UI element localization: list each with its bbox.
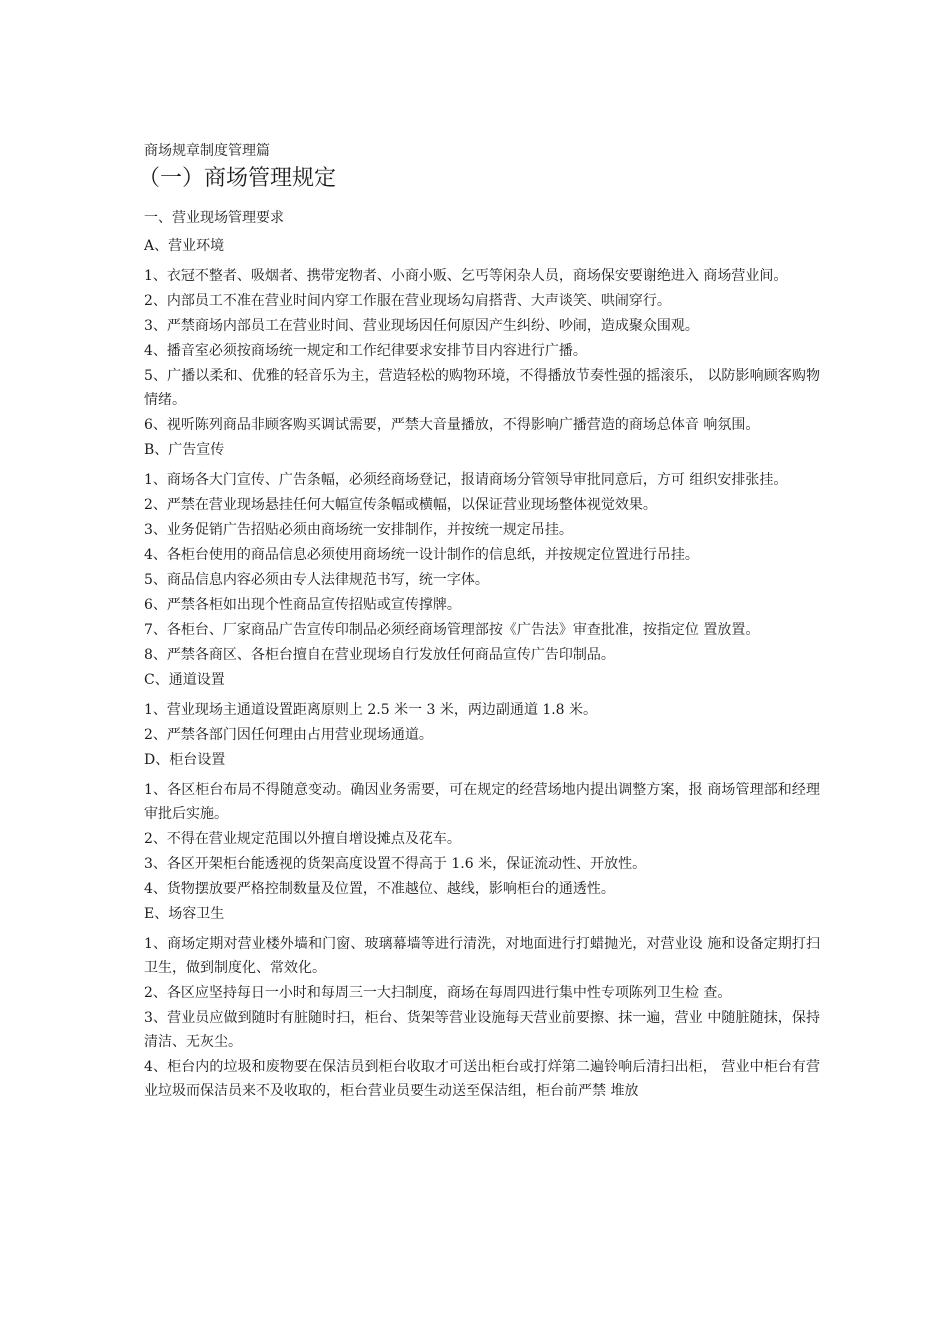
- rule-item: 4、播音室必须按商场统一规定和工作纪律要求安排节目内容进行广播。: [144, 343, 587, 359]
- document-heading: （一）商场管理规定: [138, 166, 337, 191]
- rule-item: 1、各区柜台布局不得随意变动。确因业务需要，可在规定的经营场地内提出调整方案，报 商场管理部和经理审批后实施。: [144, 782, 820, 822]
- rule-item: 5、商品信息内容必须由专人法律规范书写，统一字体。: [144, 572, 489, 588]
- group-heading: B、广告宣传: [144, 442, 225, 458]
- rule-item: 4、货物摆放要严格控制数量及位置，不准越位、越线，影响柜台的通透性。: [144, 881, 615, 897]
- rule-groups: [144, 234, 820, 1103]
- rule-item: 2、内部员工不准在营业时间内穿工作服在营业现场勾肩搭背、大声谈笑、哄闹穿行。: [144, 293, 671, 309]
- rule-item: 3、营业员应做到随时有脏随时扫，柜台、货架等营业设施每天营业前要擦、抹一遍，营业 中随脏随抹，保持清洁、无灰尘。: [144, 1010, 820, 1050]
- group-heading: E、场容卫生: [144, 906, 225, 922]
- rule-item: 3、严禁商场内部员工在营业时间、营业现场因任何原因产生纠纷、吵闹，造成聚众围观。: [144, 318, 699, 334]
- rule-item: 3、业务促销广告招贴必须由商场统一安排制作，并按统一规定吊挂。: [144, 522, 573, 538]
- rule-item: 1、商场各大门宣传、广告条幅，必须经商场登记，报请商场分管领导审批同意后，方可 组织安排张挂。: [144, 472, 788, 488]
- rule-item: 7、各柜台、厂家商品广告宣传印制品必须经商场管理部按《广告法》审查批准，按指定位 置放置。: [144, 622, 760, 638]
- rule-item: 1、衣冠不整者、吸烟者、携带宠物者、小商小贩、乞丐等闲杂人员，商场保安要谢绝进入 商场营业间。: [144, 268, 788, 284]
- rule-item: 4、柜台内的垃圾和废物要在保洁员到柜台收取才可送出柜台或打烊第二遍铃响后清扫出柜， 营业中柜台有营业垃圾而保洁员来不及收取的，柜台营业员要生动送至保洁组，柜台前严禁 堆放: [144, 1059, 820, 1099]
- section-heading: 一、营业现场管理要求: [144, 210, 284, 226]
- rule-group: [144, 748, 820, 901]
- document-title: 商场规章制度管理篇: [144, 143, 270, 159]
- document-page: [138, 140, 820, 1104]
- rule-group: [144, 438, 820, 667]
- rule-item: 1、营业现场主通道设置距离原则上 2.5 米一 3 米，两边副通道 1.8 米。: [144, 702, 598, 718]
- rule-item: 2、不得在营业规定范围以外擅自增设摊点及花车。: [144, 831, 461, 847]
- rule-item: 4、各柜台使用的商品信息必须使用商场统一设计制作的信息纸，并按规定位置进行吊挂。: [144, 547, 699, 563]
- rule-group: [144, 902, 820, 1103]
- rule-item: 2、严禁在营业现场悬挂任何大幅宣传条幅或横幅，以保证营业现场整体视觉效果。: [144, 497, 657, 513]
- rule-item: 1、商场定期对营业楼外墙和门窗、玻璃幕墙等进行清洗，对地面进行打蜡抛光，对营业设 施和设备定期打扫卫生，做到制度化、常效化。: [144, 936, 820, 976]
- rule-item: 6、严禁各柜如出现个性商品宣传招贴或宣传撑牌。: [144, 597, 461, 613]
- rule-item: 3、各区开架柜台能透视的货架高度设置不得高于 1.6 米，保证流动性、开放性。: [144, 856, 647, 872]
- group-heading: C、通道设置: [144, 672, 225, 688]
- group-heading: D、柜台设置: [144, 752, 226, 768]
- rule-item: 2、严禁各部门因任何理由占用营业现场通道。: [144, 727, 433, 743]
- group-heading: A、营业环境: [144, 238, 225, 254]
- rule-item: 5、广播以柔和、优雅的轻音乐为主，营造轻松的购物环境，不得播放节奏性强的摇滚乐， 以防影响顾客购物情绪。: [144, 368, 820, 408]
- rule-group: [144, 234, 820, 437]
- rule-item: 8、严禁各商区、各柜台擅自在营业现场自行发放任何商品宣传广告印制品。: [144, 647, 615, 663]
- rule-item: 2、各区应坚持每日一小时和每周三一大扫制度，商场在每周四进行集中性专项陈列卫生检 查。: [144, 985, 732, 1001]
- rule-item: 6、视听陈列商品非顾客购买调试需要，严禁大音量播放，不得影响广播营造的商场总体音 响氛围。: [144, 417, 760, 433]
- rule-group: [144, 668, 820, 747]
